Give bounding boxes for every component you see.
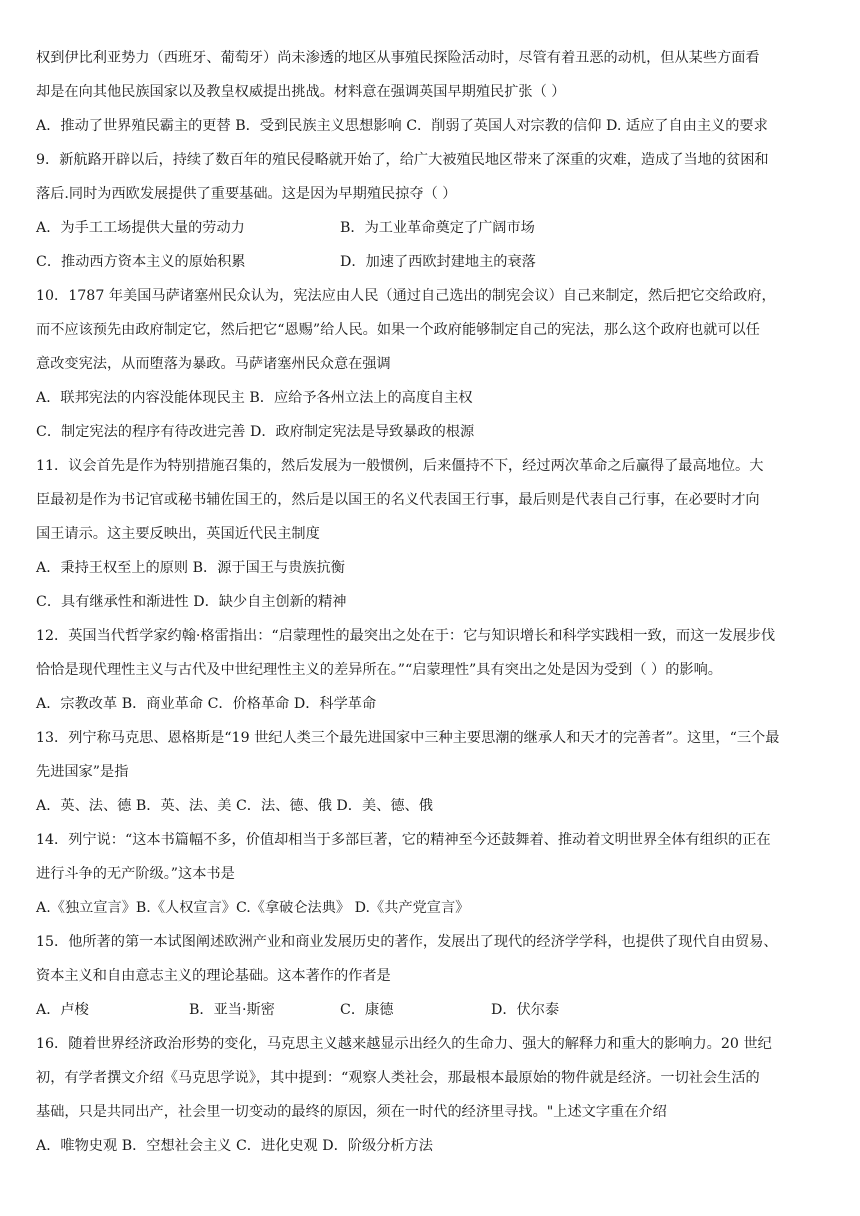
q13-text-line2: 先进国家”是指: [36, 764, 129, 780]
q9-text-line1: 9．新航路开辟以后，持续了数百年的殖民侵略就开始了，给广大被殖民地区带来了深重的灾难，造成了当地的贫困和: [36, 152, 769, 168]
q14-text-line2: 进行斗争的无产阶级。”这本书是: [36, 866, 235, 882]
q8-text-line2: 却是在向其他民族国家以及教皇权威提出挑战。材料意在强调英国早期殖民扩张（ ）: [36, 84, 566, 100]
q9-option-c: C．推动西方资本主义的原始积累: [36, 254, 246, 270]
q16-options: A．唯物史观 B．空想社会主义 C．进化史观 D．阶级分析方法: [36, 1138, 433, 1154]
q10-options-row1: A．联邦宪法的内容没能体现民主 B．应给予各州立法上的高度自主权: [36, 390, 473, 406]
q11-options-row2: C．具有继承性和渐进性 D．缺少自主创新的精神: [36, 594, 347, 610]
q13-options: A．英、法、德 B．英、法、美 C．法、德、俄 D．美、德、俄: [36, 798, 433, 814]
q11-text-line1: 11．议会首先是作为特别措施召集的，然后发展为一般惯例，后来僵持不下，经过两次革命之后赢得了最高地位。大: [36, 458, 764, 474]
q9-option-a: A．为手工工场提供大量的劳动力: [36, 220, 245, 236]
q9-option-b: B．为工业革命奠定了广阔市场: [340, 220, 535, 236]
q15-options: [36, 1000, 559, 1020]
q8-options: A．推动了世界殖民霸主的更替 B．受到民族主义思想影响 C．削弱了英国人对宗教的信仰 D. 适应了自由主义的要求: [36, 118, 768, 134]
q10-text-line2: 而不应该预先由政府制定它，然后把它“恩赐”给人民。如果一个政府能够制定自己的宪法，那么这个政府也就可以任: [36, 322, 760, 338]
q9-option-d: D．加速了西欧封建地主的衰落: [340, 254, 536, 270]
q14-options: A.《独立宣言》B.《人权宣言》C.《拿破仑法典》 D.《共产党宣言》: [36, 900, 470, 916]
q16-text-line1: 16．随着世界经济政治形势的变化，马克思主义越来越显示出经久的生命力、强大的解释力和重大的影响力。20 世纪: [36, 1036, 772, 1052]
q15-option-d: D．伏尔泰: [491, 1002, 560, 1018]
q10-text-line1: 10．1787 年美国马萨诸塞州民众认为，宪法应由人民（通过自己选出的制宪会议）自己来制定，然后把它交给政府，: [36, 288, 776, 304]
q15-option-c: C．康德: [340, 1002, 394, 1018]
q10-text-line3: 意改变宪法，从而堕落为暴政。马萨诸塞州民众意在强调: [36, 356, 391, 372]
q16-text-line2: 初，有学者撰文介绍《马克思学说》，其中提到：“观察人类社会，那最根本最原始的物件就是经济。一切社会生活的: [36, 1070, 760, 1086]
q11-text-line3: 国王请示。这主要反映出，英国近代民主制度: [36, 526, 320, 542]
q8-text-line1: 权到伊比利亚势力（西班牙、葡萄牙）尚未渗透的地区从事殖民探险活动时，尽管有着丑恶的动机，但从某些方面看: [36, 50, 760, 66]
q11-text-line2: 臣最初是作为书记官或秘书辅佐国王的，然后是以国王的名义代表国王行事，最后则是代表自己行事，在必要时才向: [36, 492, 760, 508]
q12-options: A．宗教改革 B．商业革命 C．价格革命 D．科学革命: [36, 696, 377, 712]
q15-option-b: B．亚当·斯密: [189, 1002, 275, 1018]
q15-text-line2: 资本主义和自由意志主义的理论基础。这本著作的作者是: [36, 968, 391, 984]
q12-text-line1: 12．英国当代哲学家约翰·格雷指出：“启蒙理性的最突出之处在于：它与知识增长和科学实践相一致，而这一发展步伐: [36, 628, 776, 644]
q11-options-row1: A．秉持王权至上的原则 B．源于国王与贵族抗衡: [36, 560, 345, 576]
q16-text-line3: 基础，只是共同出产，社会里一切变动的最终的原因，须在一时代的经济里寻找。"上述文字重在介绍: [36, 1104, 667, 1120]
q10-options-row2: C．制定宪法的程序有待改进完善 D．政府制定宪法是导致暴政的根源: [36, 424, 475, 440]
q15-text-line1: 15．他所著的第一本试图阐述欧洲产业和商业发展历史的著作，发展出了现代的经济学学科，也提供了现代自由贸易、: [36, 934, 778, 950]
q9-options-row2: [36, 252, 536, 272]
q12-text-line2: 恰恰是现代理性主义与古代及中世纪理性主义的差异所在。”“启蒙理性”具有突出之处是因为受到（ ）的影响。: [36, 662, 722, 678]
q15-option-a: A．卢梭: [36, 1002, 89, 1018]
q13-text-line1: 13．列宁称马克思、恩格斯是“19 世纪人类三个最先进国家中三种主要思潮的继承人和天才的完善者”。这里，“三个最: [36, 730, 780, 746]
q9-text-line2: 落后.同时为西欧发展提供了重要基础。这是因为早期殖民掠夺（ ）: [36, 186, 457, 202]
q9-options-row1: [36, 218, 535, 238]
q14-text-line1: 14．列宁说：“这本书篇幅不多，价值却相当于多部巨著，它的精神至今还鼓舞着、推动着文明世界全体有组织的正在: [36, 832, 771, 848]
